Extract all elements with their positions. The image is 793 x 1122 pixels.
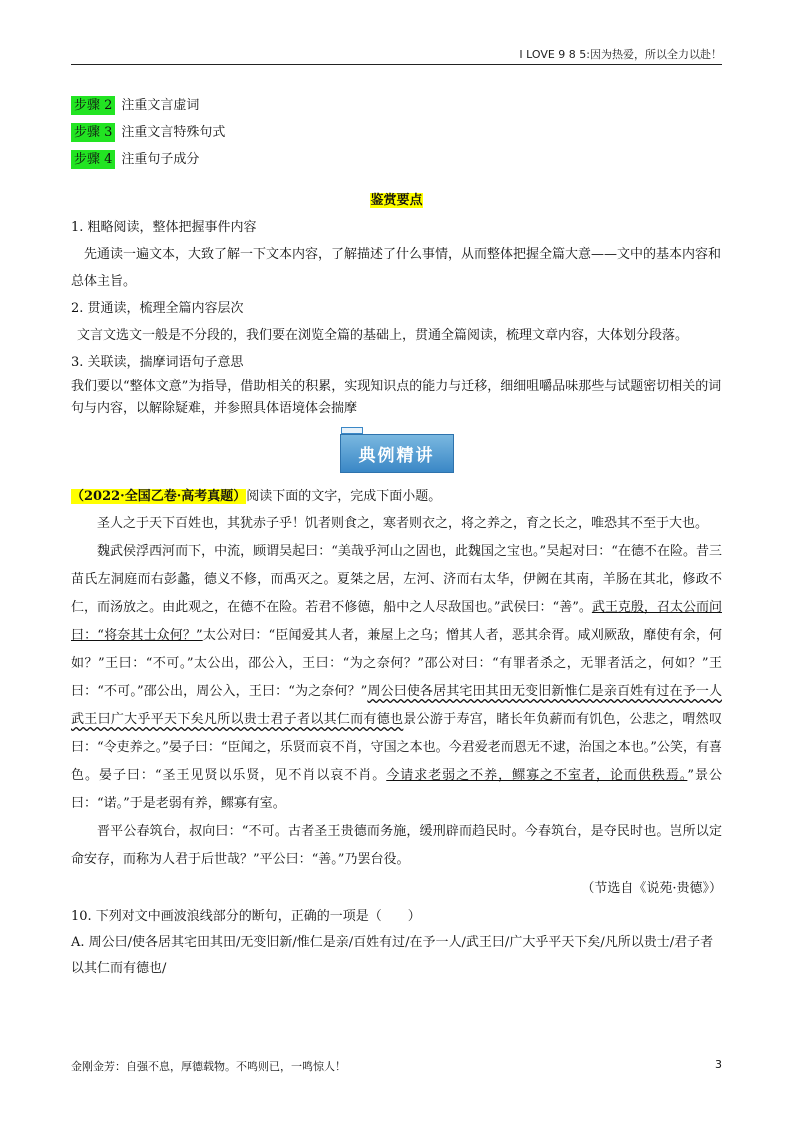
exam-source-tag: （2022·全国乙卷·高考真题）: [71, 489, 247, 504]
passage-text: ”景公曰：“诺。”于是老弱有养，鳏寡有室。: [71, 768, 722, 811]
section-title-row: [71, 187, 722, 214]
example-instruction: 阅读下面的文字，完成下面小题。: [246, 489, 442, 504]
step-item: [71, 119, 722, 146]
wavy-underlined-sentence: 周公曰使各居其宅田其田无变旧新惟仁是亲百姓有过在予一人武王曰广大乎平天下矣凡所以贵士君子者以其仁而有德也: [71, 684, 722, 727]
passage-text: 魏武侯浮西河而下，中流，顾谓吴起曰：“美哉乎河山之固也，此魏国之宝也。”吴起对曰：“在德不在险。昔三苗氏左洞庭而右彭蠡，德义不修，而禹灭之。夏桀之居，左河、济而右太华，伊阙在其南，羊肠在其北，修政不仁，而汤放之。由此观之，在德不在险。若君不修德，船中之人尽敌国也。”武侯曰：“善”。: [71, 544, 722, 615]
section-title: 鉴赏要点: [370, 193, 423, 208]
point-body: 先通读一遍文本，大致了解一下文本内容，了解描述了什么事情，从而整体把握全篇大意——文中的基本内容和总体主旨。: [71, 247, 722, 289]
header-divider: [71, 64, 722, 65]
example-intro: [71, 483, 722, 510]
underlined-sentence: 今请求老弱之不养，鳏寡之不室者，论而供秩焉。: [386, 768, 688, 783]
point-title: 2. 贯通读，梳理全篇内容层次: [71, 301, 244, 316]
banner-ornament: [341, 427, 363, 434]
classical-passage: [71, 510, 722, 874]
question-stem: 10. 下列对文中画波浪线部分的断句，正确的一项是（ ）: [71, 909, 421, 924]
banner-wrap: [71, 434, 722, 473]
passage-text: 太公对曰：“臣闻爱其人者，兼屋上之乌；憎其人者，恶其余胥。咸刈厥敌，靡使有余，何如？”王曰：“不可。”太公出，邵公入，王曰：“为之奈何？”邵公对曰：“有罪者杀之，无罪者活之，何如？”王曰：“不可。”邵公出，周公入，王曰：“为之奈何？”: [71, 628, 722, 699]
step-item: [71, 146, 722, 173]
step-tag: 步骤 2: [71, 96, 115, 115]
underlined-sentence: 武王克殷，召太公而问曰：“将奈其士众何？”: [71, 600, 722, 643]
step-tag: 步骤 3: [71, 123, 115, 142]
step-tag: 步骤 4: [71, 150, 115, 169]
point-body: 我们要以“整体文意”为指导，借助相关的积累，实现知识点的能力与迁移，细细咀嚼品味那些与试题密切相关的词句与内容，以解除疑难，并参照具体语境体会揣摩: [71, 379, 722, 416]
step-text: 注重文言特殊句式: [121, 125, 226, 140]
page-content: [71, 92, 722, 982]
point-title: 1. 粗略阅读，整体把握事件内容: [71, 220, 257, 235]
passage-text: 景公游于寿宫，睹长年负薪而有饥色，公悲之，喟然叹曰：“令吏养之。”晏子曰：“臣闻之，乐贤而哀不肖，守国之本也。今君爱老而恩无不逮，治国之本也。”公笑，有喜色。晏子曰：“圣王见贤以乐贤，见不肖以哀不肖。: [71, 712, 722, 783]
footer-motto: 金刚金芳：自强不息，厚德载物。不鸣则已，一鸣惊人！: [71, 1060, 346, 1073]
banner-text: 典例精讲: [358, 446, 435, 466]
passage-paragraph: 晋平公春筑台，叔向曰：“不可。古者圣王贵德而务施，缓刑辟而趋民时。今春筑台，是夺民时也。岂所以定命安存，而称为人君于后世哉？”平公曰：“善。”乃罢台役。: [71, 824, 722, 867]
passage-paragraph: [71, 538, 722, 818]
example-banner: [340, 434, 454, 473]
point-title: 3. 关联读，揣摩词语句子意思: [71, 355, 244, 370]
step-text: 注重句子成分: [121, 152, 200, 167]
page-number: 3: [715, 1058, 722, 1071]
page-header: I LOVE 9 8 5:因为热爱，所以全力以赴！: [519, 48, 722, 61]
passage-paragraph: 圣人之于天下百姓也，其犹赤子乎！饥者则食之，寒者则衣之，将之养之，育之长之，唯恐其不至于大也。: [97, 516, 709, 531]
point-body: 文言文选文一般是不分段的，我们要在浏览全篇的基础上，贯通全篇阅读，梳理文章内容，大体划分段落。: [77, 328, 689, 343]
step-item: [71, 92, 722, 119]
passage-source: （节选自《说苑·贵德》）: [581, 881, 722, 896]
step-text: 注重文言虚词: [121, 98, 200, 113]
question-option-a: A. 周公曰/使各居其宅田其田/无变旧新/惟仁是亲/百姓有过/在予一人/武王曰/广大乎平天下矣/凡所以贵士/君子者以其仁而有德也/: [71, 935, 714, 976]
